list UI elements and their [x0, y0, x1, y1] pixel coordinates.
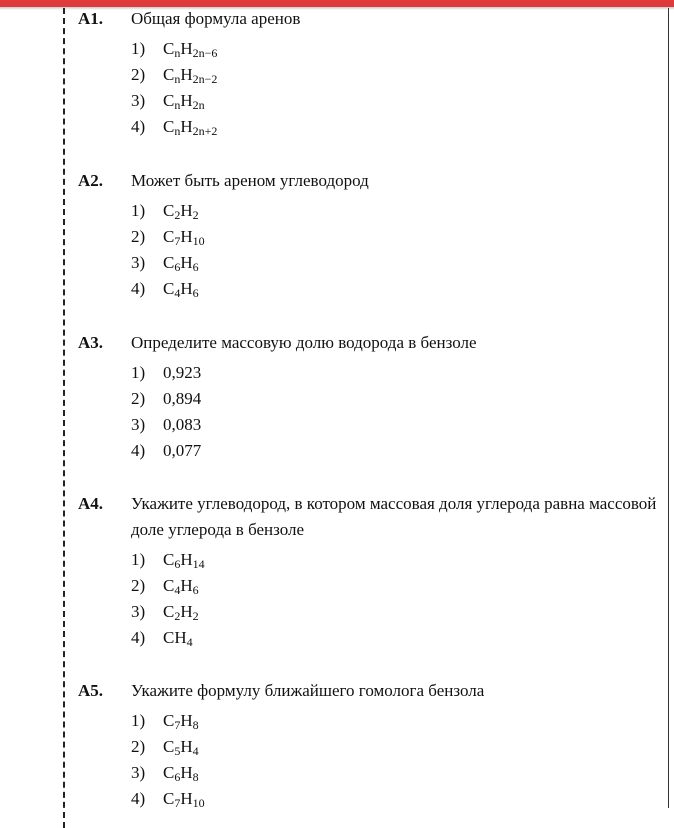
formula-symbol: C — [163, 602, 175, 621]
formula-symbol: C — [163, 789, 175, 808]
answer-option — [131, 760, 668, 786]
answer-option — [131, 412, 668, 438]
option-number: 4) — [131, 628, 146, 647]
answer-options — [131, 36, 668, 140]
formula-subscript: 6 — [174, 557, 181, 571]
question-text: Общая формула аренов — [131, 9, 301, 28]
answer-option — [131, 438, 668, 464]
option-formula — [163, 224, 205, 250]
answer-option — [131, 786, 668, 812]
formula-subscript: 4 — [174, 286, 181, 300]
formula-subscript: 14 — [192, 557, 205, 571]
question-number: A4. — [78, 494, 104, 513]
option-number: 3) — [131, 415, 146, 434]
formula-symbol: H — [180, 602, 193, 621]
question-header — [78, 6, 668, 32]
answer-options — [131, 198, 668, 302]
formula-subscript: 8 — [192, 770, 199, 784]
option-number: 1) — [131, 550, 146, 569]
formula-symbol: C — [163, 576, 175, 595]
option-formula — [163, 708, 199, 734]
formula-symbol: H — [180, 65, 193, 84]
option-number: 4) — [131, 441, 146, 460]
option-formula — [163, 198, 199, 224]
formula-symbol: H — [180, 737, 193, 756]
question-2 — [78, 168, 668, 302]
formula-subscript: 7 — [174, 796, 181, 810]
formula-symbol: C — [163, 65, 175, 84]
option-number: 2) — [131, 65, 146, 84]
formula-subscript: 6 — [174, 260, 181, 274]
option-formula — [163, 438, 201, 464]
option-number: 2) — [131, 227, 146, 246]
option-number: 2) — [131, 737, 146, 756]
question-header — [78, 491, 668, 543]
answer-option — [131, 386, 668, 412]
formula-symbol: 0,894 — [163, 389, 202, 408]
question-text: Укажите углеводород, в котором массовая доля углерода равна массовой доле углерода в бензоле — [131, 494, 657, 539]
question-header — [78, 678, 668, 704]
question-text: Определите массовую долю водорода в бензоле — [131, 333, 477, 352]
formula-symbol: H — [180, 550, 193, 569]
answer-options — [131, 547, 668, 651]
question-number: A2. — [78, 171, 104, 190]
formula-subscript: 6 — [192, 583, 199, 597]
option-formula — [163, 62, 217, 88]
formula-symbol: CH — [163, 628, 187, 647]
formula-symbol: 0,083 — [163, 415, 202, 434]
option-formula — [163, 786, 205, 812]
option-formula — [163, 734, 199, 760]
formula-subscript: 10 — [192, 796, 205, 810]
question-3 — [78, 330, 668, 464]
formula-subscript: 10 — [192, 234, 205, 248]
formula-subscript: n — [174, 98, 181, 112]
formula-symbol: H — [180, 91, 193, 110]
formula-symbol: H — [180, 201, 193, 220]
formula-symbol: C — [163, 227, 175, 246]
answer-option — [131, 224, 668, 250]
formula-subscript: n — [174, 72, 181, 86]
answer-option — [131, 708, 668, 734]
formula-subscript: 6 — [174, 770, 181, 784]
formula-symbol: C — [163, 253, 175, 272]
formula-symbol: H — [180, 711, 193, 730]
formula-symbol: H — [180, 227, 193, 246]
answer-option — [131, 599, 668, 625]
formula-symbol: C — [163, 550, 175, 569]
option-formula — [163, 250, 199, 276]
answer-option — [131, 198, 668, 224]
option-number: 3) — [131, 91, 146, 110]
formula-subscript: 2 — [174, 208, 181, 222]
answer-options — [131, 360, 668, 464]
formula-symbol: H — [180, 39, 193, 58]
option-number: 1) — [131, 363, 146, 382]
option-number: 4) — [131, 117, 146, 136]
right-margin-rule — [668, 8, 669, 808]
formula-symbol: H — [180, 279, 193, 298]
question-header — [78, 330, 668, 356]
answer-option — [131, 734, 668, 760]
option-number: 1) — [131, 711, 146, 730]
question-5 — [78, 678, 668, 812]
formula-symbol: C — [163, 279, 175, 298]
option-number: 1) — [131, 201, 146, 220]
question-text: Может быть ареном углеводород — [131, 171, 369, 190]
formula-subscript: 2n−6 — [192, 46, 218, 60]
formula-subscript: 4 — [186, 635, 193, 649]
option-formula — [163, 36, 217, 62]
answer-option — [131, 114, 668, 140]
formula-subscript: 2n+2 — [192, 124, 218, 138]
formula-symbol: C — [163, 711, 175, 730]
option-number: 1) — [131, 39, 146, 58]
answer-option — [131, 625, 668, 651]
question-text: Укажите формулу ближайшего гомолога бензола — [131, 681, 485, 700]
question-number: A3. — [78, 333, 104, 352]
answer-option — [131, 360, 668, 386]
formula-subscript: 2 — [192, 208, 199, 222]
option-formula — [163, 547, 205, 573]
option-formula — [163, 760, 199, 786]
formula-subscript: 8 — [192, 718, 199, 732]
formula-symbol: C — [163, 39, 175, 58]
formula-subscript: n — [174, 124, 181, 138]
formula-symbol: H — [180, 576, 193, 595]
option-number: 3) — [131, 602, 146, 621]
answer-option — [131, 573, 668, 599]
option-formula — [163, 386, 201, 412]
option-formula — [163, 88, 205, 114]
option-formula — [163, 114, 217, 140]
question-number: A1. — [78, 9, 104, 28]
option-number: 3) — [131, 253, 146, 272]
formula-subscript: 2 — [192, 609, 199, 623]
answer-option — [131, 547, 668, 573]
formula-subscript: 4 — [174, 583, 181, 597]
formula-symbol: C — [163, 117, 175, 136]
answer-option — [131, 88, 668, 114]
question-4 — [78, 491, 668, 651]
answer-option — [131, 62, 668, 88]
formula-subscript: n — [174, 46, 181, 60]
formula-subscript: 4 — [192, 744, 199, 758]
question-header — [78, 168, 668, 194]
formula-subscript: 7 — [174, 234, 181, 248]
formula-symbol: H — [180, 763, 193, 782]
option-formula — [163, 573, 199, 599]
answer-options — [131, 708, 668, 812]
formula-symbol: C — [163, 763, 175, 782]
option-number: 3) — [131, 763, 146, 782]
option-formula — [163, 276, 199, 302]
question-number: A5. — [78, 681, 104, 700]
answer-option — [131, 250, 668, 276]
option-formula — [163, 412, 201, 438]
formula-symbol: H — [180, 117, 193, 136]
option-formula — [163, 360, 201, 386]
formula-symbol: H — [180, 253, 193, 272]
formula-symbol: H — [180, 789, 193, 808]
formula-subscript: 6 — [192, 286, 199, 300]
formula-subscript: 6 — [192, 260, 199, 274]
formula-symbol: C — [163, 91, 175, 110]
option-number: 4) — [131, 279, 146, 298]
formula-subscript: 5 — [174, 744, 181, 758]
option-number: 4) — [131, 789, 146, 808]
formula-subscript: 2n−2 — [192, 72, 218, 86]
option-number: 2) — [131, 389, 146, 408]
question-1 — [78, 6, 668, 140]
formula-symbol: C — [163, 201, 175, 220]
answer-option — [131, 276, 668, 302]
formula-subscript: 2n — [192, 98, 205, 112]
formula-symbol: C — [163, 737, 175, 756]
formula-symbol: 0,077 — [163, 441, 202, 460]
option-number: 2) — [131, 576, 146, 595]
formula-subscript: 2 — [174, 609, 181, 623]
formula-symbol: 0,923 — [163, 363, 202, 382]
formula-subscript: 7 — [174, 718, 181, 732]
left-margin-rule — [63, 8, 65, 828]
option-formula — [163, 599, 199, 625]
option-formula — [163, 625, 193, 651]
answer-option — [131, 36, 668, 62]
